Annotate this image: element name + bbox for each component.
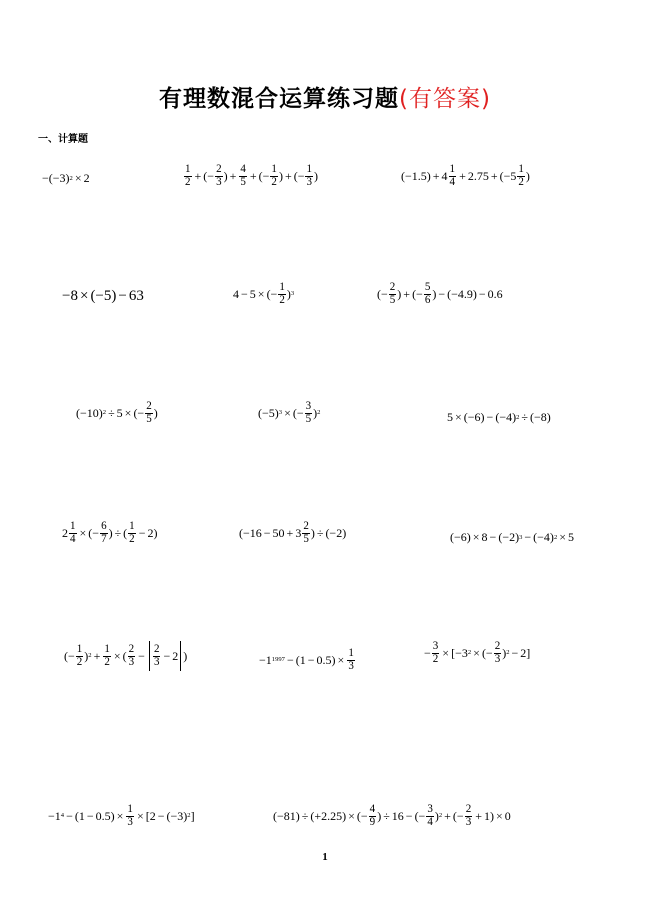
problem-6 <box>377 282 503 306</box>
title-main: 有理数混合运算练习题 <box>159 86 400 112</box>
numerator: 2 <box>146 400 152 412</box>
math-token: −8 <box>62 288 78 304</box>
absolute-value <box>149 641 181 671</box>
denominator: 2 <box>279 293 285 306</box>
fraction <box>145 401 153 425</box>
denominator: 7 <box>101 532 107 545</box>
math-token: − <box>438 286 446 301</box>
math-token: − <box>259 652 266 667</box>
page-title <box>0 80 650 113</box>
math-token: (−10) <box>76 405 103 420</box>
math-token: (− <box>203 168 215 183</box>
math-token: − <box>286 652 294 667</box>
math-token: ( <box>122 648 127 663</box>
math-token: ) <box>223 168 228 183</box>
numerator: 2 <box>303 520 309 532</box>
math-token: (−16 <box>239 525 262 540</box>
math-token: (− <box>414 808 426 823</box>
problem-9: 5 × (−6) − (−4) 2 ÷ (−8) <box>447 410 551 424</box>
fraction <box>76 644 84 668</box>
math-token: (− <box>377 286 388 301</box>
numerator: 1 <box>518 163 524 175</box>
denominator: 2 <box>271 175 277 188</box>
mixed-number <box>62 521 78 545</box>
math-token: ) <box>397 286 402 301</box>
math-token: × <box>348 808 355 823</box>
fraction <box>347 648 355 672</box>
math-token: 5 <box>510 168 517 183</box>
problem-5: 4 − 5 × (− $\frac{1}{2}$ ) 3 <box>233 281 295 306</box>
fraction <box>369 804 377 828</box>
numerator: 1 <box>129 520 135 532</box>
fraction <box>494 641 502 665</box>
math-token: − <box>42 171 49 185</box>
denominator: 3 <box>494 652 501 665</box>
denominator: 2 <box>76 655 83 668</box>
math-token: (−5) <box>258 405 279 420</box>
math-token: × <box>257 286 265 301</box>
math-token: × <box>284 405 291 420</box>
fraction <box>465 804 473 828</box>
fraction <box>184 164 192 188</box>
numerator: 3 <box>305 400 312 412</box>
section-heading: 一、计算题 <box>38 134 88 145</box>
denominator: 3 <box>127 815 133 828</box>
denominator: 2 <box>185 175 191 188</box>
math-token: (− <box>293 168 305 183</box>
math-token: (− <box>499 168 511 183</box>
math-token: − <box>138 525 146 540</box>
math-token: (−3) <box>48 171 70 185</box>
math-token: − <box>455 645 462 660</box>
problem-8: (−5) 3 × (− $\frac{3}{5}$ ) 2 <box>258 400 321 425</box>
math-token: ) <box>108 525 113 540</box>
numerator: 1 <box>306 163 312 175</box>
problem-17: (−81) ÷ (+2.25) × (− $\frac{4}{9}$ ) ÷ 16 − (− $\frac{3}{4}$ ) 2 + (− $\frac{2}{3}$ + 1 ) × 0 <box>273 803 511 828</box>
denominator: 4 <box>70 532 76 545</box>
denominator: 3 <box>128 655 135 668</box>
denominator: 5 <box>303 532 309 545</box>
numerator: 2 <box>216 163 222 175</box>
math-token: + <box>229 168 237 183</box>
math-token: 2 <box>172 648 179 663</box>
numerator: 1 <box>70 520 76 532</box>
math-token: ) <box>84 648 89 663</box>
problem-14: − 1 1997 − (1 − 0.5 ) × $\frac{1}{3}$ <box>259 647 354 672</box>
numerator: 1 <box>127 803 133 815</box>
numerator: 3 <box>432 640 439 652</box>
math-token: (−4) <box>533 530 554 544</box>
math-token: (− <box>452 808 464 823</box>
numerator: 1 <box>185 163 191 175</box>
math-token: − <box>478 286 486 301</box>
math-token: ) <box>110 808 115 823</box>
fraction <box>128 521 136 545</box>
problem-12: (−6) × 8 − (−2) 3 − (−4) 2 × 5 <box>450 530 575 544</box>
fraction <box>426 804 434 828</box>
math-token: ) <box>525 168 530 183</box>
math-token: 2.75 <box>467 168 489 183</box>
math-token: (1 <box>295 652 306 667</box>
math-token: ) <box>278 168 283 183</box>
math-token: + <box>194 168 202 183</box>
math-token: 1 <box>54 808 61 823</box>
numerator: 2 <box>465 803 472 815</box>
fraction <box>153 644 161 668</box>
math-token: (− <box>266 286 278 301</box>
math-token: + <box>286 525 294 540</box>
denominator: 9 <box>369 815 376 828</box>
math-token: ) <box>502 645 507 660</box>
math-token: (−4.9) <box>447 286 477 301</box>
math-token: 2 <box>147 525 154 540</box>
math-token: + <box>475 808 482 823</box>
math-token: (1 <box>74 808 85 823</box>
problem-3 <box>401 164 530 188</box>
math-token: (− <box>481 645 493 660</box>
math-token: ÷ <box>301 808 309 823</box>
math-token: 5 <box>116 405 123 420</box>
math-token: (−2) <box>498 530 520 544</box>
math-token: − <box>163 648 171 663</box>
math-token: × <box>455 410 462 424</box>
fraction <box>302 521 310 545</box>
math-token: 8 <box>481 530 488 544</box>
math-token: (−8) <box>529 410 551 424</box>
problem-13: (− $\frac{1}{2}$ ) 2 + $\frac{1}{2}$ × ( $\frac{2}{3}$ − $\frac{2}{3}$ − 2 ) <box>64 641 187 671</box>
math-token: × <box>79 525 87 540</box>
math-token: − <box>66 808 73 823</box>
fraction <box>270 164 278 188</box>
math-token: × <box>74 171 82 185</box>
math-token: 2 <box>83 171 90 185</box>
numerator: 1 <box>348 647 354 659</box>
math-token: (− <box>133 405 145 420</box>
math-token: − <box>307 652 315 667</box>
math-token: ) <box>434 808 439 823</box>
numerator: 6 <box>101 520 107 532</box>
problem-7: (−10) 2 ÷ 5 × (− $\frac{2}{5}$ ) <box>76 400 158 425</box>
math-token: 50 <box>272 525 285 540</box>
math-token: (−6) <box>463 410 485 424</box>
problem-16: − 1 4 − (1 − 0.5 ) × $\frac{1}{3}$ × [ 2 − (−3) 2 ] <box>48 803 195 828</box>
math-token: 16 <box>391 808 404 823</box>
mixed-number <box>510 164 526 188</box>
math-token: ) <box>314 168 318 183</box>
numerator: 1 <box>449 163 456 175</box>
math-token: − <box>424 645 431 660</box>
denominator: 2 <box>104 655 110 668</box>
math-token: − <box>241 286 248 301</box>
math-token: [ <box>145 808 150 823</box>
page-number: 1 <box>322 851 328 863</box>
denominator: 5 <box>389 293 396 306</box>
denominator: 3 <box>153 655 160 668</box>
math-token: 2 <box>62 525 68 540</box>
denominator: 5 <box>240 175 246 188</box>
numerator: 4 <box>240 163 246 175</box>
math-token: 5 <box>568 530 575 544</box>
math-token: 5 <box>249 286 256 301</box>
math-token: [ <box>451 645 456 660</box>
math-token: − <box>263 525 271 540</box>
math-token: × <box>442 645 450 660</box>
fraction <box>215 164 223 188</box>
math-token: (− <box>64 648 75 663</box>
math-token: × <box>113 648 121 663</box>
numerator: 2 <box>128 642 135 655</box>
math-token: (−3) <box>166 808 188 823</box>
fraction <box>305 401 313 425</box>
math-token: − <box>489 530 497 544</box>
problem-2 <box>183 164 318 188</box>
math-token: × <box>337 652 345 667</box>
denominator: 3 <box>465 815 472 828</box>
math-token: − <box>486 410 494 424</box>
math-token: 0.5 <box>95 808 111 823</box>
math-token: − <box>86 808 94 823</box>
fraction <box>278 282 286 306</box>
denominator: 6 <box>424 293 431 306</box>
fraction <box>126 804 134 828</box>
numerator: 1 <box>104 642 110 655</box>
math-token: ) <box>313 405 318 420</box>
math-token: ) <box>377 808 382 823</box>
math-token: ÷ <box>114 525 122 540</box>
fraction <box>449 164 457 188</box>
math-token: (− <box>258 168 270 183</box>
math-token: × <box>124 405 132 420</box>
math-token: ) <box>286 286 291 301</box>
math-token: (− <box>88 525 100 540</box>
denominator: 5 <box>305 412 312 425</box>
math-token: ) <box>432 286 437 301</box>
denominator: 3 <box>348 659 354 672</box>
denominator: 2 <box>129 532 135 545</box>
math-token: 3 <box>295 525 302 540</box>
math-token: ] <box>190 808 195 823</box>
fraction <box>103 644 111 668</box>
problem-15: − $\frac{3}{2}$ × [ − 3 2 × (− $\frac{2}{3}$ ) 2 − 2 ] <box>424 640 531 665</box>
math-token: − <box>524 530 532 544</box>
math-token: ( <box>123 525 128 540</box>
math-token: + <box>249 168 257 183</box>
math-token: 2 <box>149 808 156 823</box>
math-token: ) <box>153 525 158 540</box>
math-token: ) <box>183 648 188 663</box>
denominator: 3 <box>306 175 312 188</box>
numerator: 1 <box>279 281 285 293</box>
fraction <box>432 641 440 665</box>
fraction <box>389 282 397 306</box>
math-token: (−4) <box>495 410 517 424</box>
numerator: 2 <box>389 281 396 293</box>
fraction <box>517 164 525 188</box>
math-token: − <box>118 288 127 304</box>
math-token: + <box>444 808 451 823</box>
problem-11 <box>239 521 346 545</box>
math-token: 2 <box>520 645 527 660</box>
numerator: 1 <box>271 163 277 175</box>
numerator: 2 <box>153 642 160 655</box>
math-token: 0.6 <box>487 286 503 301</box>
math-token: − <box>405 808 413 823</box>
fraction <box>239 164 247 188</box>
math-token: − <box>48 808 55 823</box>
math-token: 3 <box>461 645 468 660</box>
fraction <box>424 282 432 306</box>
math-token: × <box>472 530 480 544</box>
math-token: (− <box>292 405 304 420</box>
numerator: 2 <box>494 640 501 652</box>
numerator: 1 <box>76 642 83 655</box>
denominator: 4 <box>427 815 433 828</box>
denominator: 4 <box>449 175 456 188</box>
problem-1: − (−3) 2 × 2 <box>42 171 90 185</box>
math-token: (−6) <box>450 530 471 544</box>
problem-4 <box>62 288 144 305</box>
math-token: (+2.25) <box>310 808 347 823</box>
math-token: ] <box>526 645 531 660</box>
math-token: (−81) <box>273 808 300 823</box>
mixed-number <box>295 521 311 545</box>
math-token: 1 <box>265 652 272 667</box>
math-token: × <box>79 288 89 304</box>
math-token: − <box>138 648 145 663</box>
numerator: 5 <box>424 281 431 293</box>
denominator: 5 <box>146 412 152 425</box>
math-token: (−5) <box>90 288 117 304</box>
math-token: − <box>157 808 165 823</box>
math-token: ) <box>310 525 315 540</box>
math-token: ÷ <box>108 405 115 420</box>
fraction <box>100 521 108 545</box>
math-token: × <box>473 645 480 660</box>
denominator: 2 <box>432 652 439 665</box>
math-token: ) <box>489 808 494 823</box>
math-token: ) <box>331 652 336 667</box>
math-token: + <box>490 168 498 183</box>
math-token: 63 <box>128 288 144 304</box>
math-token: 0 <box>504 808 511 823</box>
math-token: − <box>511 645 519 660</box>
math-token: × <box>559 530 567 544</box>
math-token: 1 <box>483 808 490 823</box>
math-token: × <box>136 808 144 823</box>
problem-10 <box>62 521 157 545</box>
math-token: ) <box>153 405 158 420</box>
math-token: ÷ <box>521 410 528 424</box>
fraction <box>69 521 77 545</box>
math-token: + <box>284 168 292 183</box>
math-token: + <box>432 168 440 183</box>
mixed-number <box>442 164 458 188</box>
numerator: 4 <box>369 803 376 815</box>
math-token: × <box>116 808 124 823</box>
denominator: 2 <box>518 175 524 188</box>
math-token: + <box>93 648 101 663</box>
math-token: 4 <box>441 168 448 183</box>
math-token: (−1.5) <box>401 168 431 183</box>
numerator: 3 <box>427 803 433 815</box>
math-token: (− <box>412 286 423 301</box>
denominator: 3 <box>216 175 222 188</box>
math-token: (− <box>356 808 368 823</box>
math-token: (−2) <box>325 525 347 540</box>
math-token: 0.5 <box>316 652 332 667</box>
title-suffix: (有答案) <box>399 86 491 112</box>
math-token: ÷ <box>316 525 324 540</box>
math-token: 4 <box>233 286 239 301</box>
fraction <box>305 164 313 188</box>
math-token: 5 <box>447 410 453 424</box>
math-token: ÷ <box>383 808 390 823</box>
math-token: + <box>403 286 411 301</box>
math-token: + <box>459 168 466 183</box>
math-token: × <box>495 808 503 823</box>
fraction <box>128 644 136 668</box>
